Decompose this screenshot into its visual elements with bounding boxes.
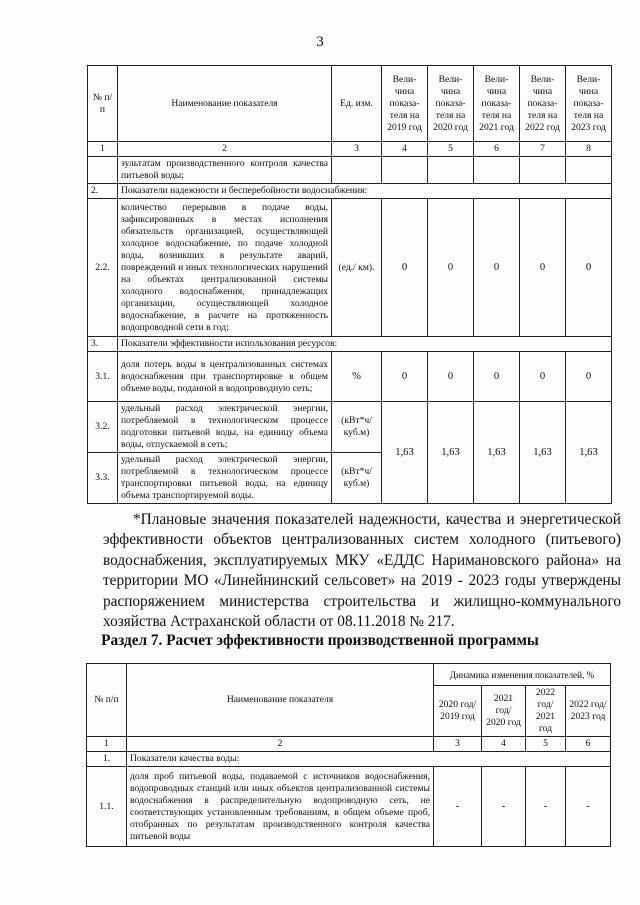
row-num: 1.1. — [87, 767, 127, 847]
efficiency-table — [86, 663, 611, 847]
row-unit: (кВт*ч/ куб.м) — [332, 402, 382, 453]
section-title: Показатели эффективности использования ресурсов: — [118, 337, 612, 352]
row-unit: % — [332, 352, 382, 402]
continued-row-text: зультатам производственного контроля качества питьевой воды; — [118, 157, 332, 184]
value-cell: - — [482, 767, 526, 847]
value-cell: - — [526, 767, 566, 847]
row-num: 2.2. — [88, 199, 118, 337]
value-cell: 0 — [566, 352, 612, 402]
value-cell: 0 — [474, 352, 520, 402]
indicators-table — [87, 65, 612, 504]
value-cell: 0 — [382, 352, 428, 402]
value-cell: 0 — [566, 199, 612, 337]
col-number: 6 — [566, 737, 611, 752]
section-title: Показатели качества воды: — [127, 752, 611, 767]
row-num: 3.1. — [88, 352, 118, 402]
header-num: № п/п — [87, 664, 127, 737]
value-cell: 0 — [520, 352, 566, 402]
value-cell: 1,63 — [566, 402, 612, 504]
header-dynamics: Динамика изменения показателей, % — [434, 664, 611, 686]
value-cell: 0 — [428, 199, 474, 337]
row-name: доля потерь воды в централизованных системах водоснабжения при транспортировке в общем объеме воды, поданной в водопроводную сеть; — [118, 352, 332, 402]
col-number: 4 — [382, 142, 428, 157]
header-unit: Ед. изм. — [332, 66, 382, 142]
header-period: 2020 год/ 2019 год — [434, 686, 482, 737]
section-num: 1. — [87, 752, 127, 767]
col-number: 5 — [526, 737, 566, 752]
header-name: Наименование показателя — [118, 66, 332, 142]
row-unit: (кВт*ч/ куб.м) — [332, 453, 382, 504]
col-number: 5 — [428, 142, 474, 157]
section-num: 3. — [88, 337, 118, 352]
header-period: 2022 год/ 2023 год — [566, 686, 611, 737]
page-number: 3 — [316, 34, 324, 50]
col-number: 3 — [434, 737, 482, 752]
row-num: 3.3. — [88, 453, 118, 504]
row-name: количество перерывов в подаче воды, зафиксированных в местах исполнения обязательств организацией, осуществляющей холодное водоснабжение, по подаче холодной воды, возникших в результате аварий, повреждений и иных технологических нарушений на объектах централизованной системы холодного водоснабжения, принадлежащих организации, осуществляющей холодное водоснабжение, в расчете на протяженность водопроводной сети в год; — [118, 199, 332, 337]
col-number: 1 — [87, 737, 127, 752]
header-2020: Вели-чина показа-теля на 2020 год — [428, 66, 474, 142]
col-number: 2 — [118, 142, 332, 157]
header-period: 2021 год/ 2020 год — [482, 686, 526, 737]
value-cell: 1,63 — [428, 402, 474, 504]
value-cell: 0 — [428, 352, 474, 402]
value-cell: 1,63 — [520, 402, 566, 504]
value-cell: - — [434, 767, 482, 847]
col-number: 1 — [88, 142, 118, 157]
row-num: 3.2. — [88, 402, 118, 453]
section-7-title: Раздел 7. Расчет эффективности производственной программы — [101, 632, 539, 649]
col-number: 3 — [332, 142, 382, 157]
value-cell: 1,63 — [382, 402, 428, 504]
header-name: Наименование показателя — [127, 664, 434, 737]
value-cell: 0 — [520, 199, 566, 337]
header-2021: Вели-чина показа-теля на 2021 год — [474, 66, 520, 142]
col-number: 8 — [566, 142, 612, 157]
header-2023: Вели-чина показа-теля на 2023 год — [566, 66, 612, 142]
col-number: 6 — [474, 142, 520, 157]
row-unit: (ед./ км). — [332, 199, 382, 337]
value-cell: 0 — [474, 199, 520, 337]
col-number: 7 — [520, 142, 566, 157]
col-number: 2 — [127, 737, 434, 752]
header-2022: Вели-чина показа-теля на 2022 год — [520, 66, 566, 142]
header-num: № п/п — [88, 66, 118, 142]
footnote-paragraph: *Плановые значения показателей надежности, качества и энергетической эффективности объектов централизованных систем холодного (питьевого) водоснабжения, эксплуатируемых МКУ «ЕДДС Наримановского района» на территории МО «Линейнинский сельсовет» на 2019 - 2023 годы утверждены распоряжением министерства строительства и жилищно-коммунального хозяйства Астраханской области от 08.11.2018 № 217. — [103, 511, 621, 631]
value-cell: 1,63 — [474, 402, 520, 504]
value-cell: 0 — [382, 199, 428, 337]
header-2019: Вели-чина показа-теля на 2019 год — [382, 66, 428, 142]
value-cell: - — [566, 767, 611, 847]
row-name: удельный расход электрической энергии, потребляемой в технологическом процессе подготовки питьевой воды, на единицу объема воды, отпускаемой в сеть; — [118, 402, 332, 453]
row-name: удельный расход электрической энергии, потребляемой в технологическом процессе транспортировки питьевой воды, на единицу объема транспортируемой воды. — [118, 453, 332, 504]
header-period: 2022 год/ 2021 год — [526, 686, 566, 737]
col-number: 4 — [482, 737, 526, 752]
section-num: 2. — [88, 184, 118, 199]
section-title: Показатели надежности и бесперебойности водоснабжения: — [118, 184, 612, 199]
row-name: доля проб питьевой воды, подаваемой с источников водоснабжения, водопроводных станций или иных объектов централизованной системы водоснабжения в распределительную водопроводную сеть, не соответствующих установленным требованиям, в общем объеме проб, отобранных по результатам производственного контроля качества питьевой воды — [127, 767, 434, 847]
